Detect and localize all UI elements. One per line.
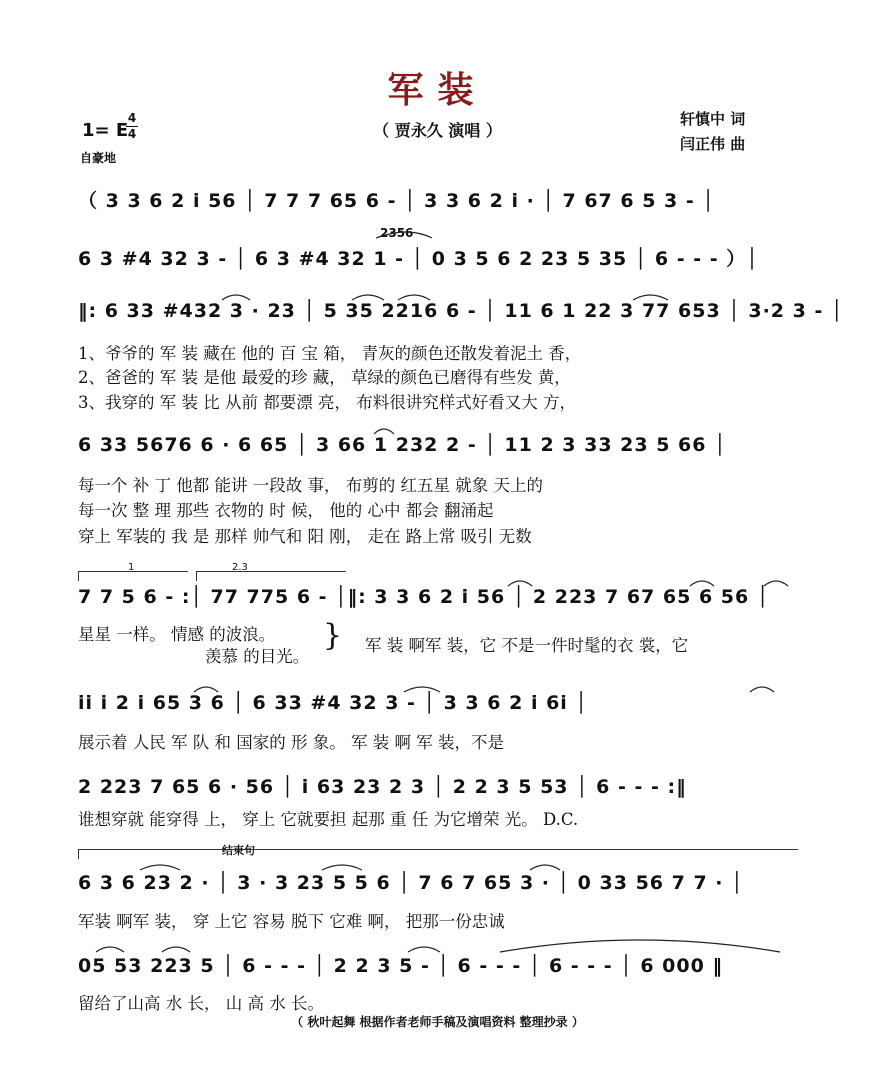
slur-arc [194, 687, 218, 692]
time-sig-top: 4 [127, 111, 137, 125]
slur-arc [374, 429, 394, 434]
slur-arc [162, 947, 190, 952]
slur-arc [500, 940, 780, 952]
lyric-line-4b: 每一次 整 理 那些 衣物的 时 候， 他的 心中 都会 翻涌起 [78, 501, 494, 520]
lyric-end-1: 军装 啊军 装， 穿 上它 容易 脱下 它难 啊， 把那一份忠诚 [78, 912, 505, 931]
slur-arc [408, 947, 440, 952]
slur-arc [140, 865, 180, 870]
slur-arc [764, 581, 788, 586]
lyric-chorus-1: 军 装 啊军 装，它 不是一件时髦的衣 裳，它 [365, 636, 689, 655]
lyric-chorus-3: 谁想穿就 能穿得 上， 穿上 它就要担 起那 重 任 为它增荣 光。 D.C. [78, 810, 579, 829]
music-line-5: 7 7 5 6 - :│ 77 775 6 - │‖: 3 3 6 2 i 56 │ 2 223 7 67 65 6 56 │ [78, 586, 770, 608]
slur-arc [322, 865, 362, 870]
composer-credit: 闫正伟 曲 [680, 135, 746, 153]
slur-arc [398, 295, 430, 300]
verse-2: 2、爸爸的 军 装 是他 最爱的珍 藏， 草绿的颜色已磨得有些发 黄， [78, 368, 571, 387]
slur-arc [222, 295, 250, 300]
lyric-line-5a: 星星 一样。 情感 的波浪。 [78, 625, 276, 644]
alternate-notes: 2356 [380, 226, 414, 240]
verse-3: 3、我穿的 军 装 比 从前 都要漂 亮， 布料很讲究样式好看又大 方， [78, 393, 576, 412]
slur-arc [633, 295, 668, 300]
lyricist-credit: 轩慎中 词 [680, 110, 746, 128]
music-line-4: 6 33 5676 6 · 6 65 │ 3 66 1 232 2 - │ 11 2 3 33 23 5 66 │ [78, 434, 727, 456]
music-line-3: ‖: 6 33 #432 3 · 23 │ 5 35 2216 6 - │ 11 6 1 22 3 77 653 │ 3·2 3 - │ [78, 300, 844, 322]
lyric-brace: } [323, 618, 343, 653]
song-title: 军装 [387, 69, 488, 111]
slur-arc [530, 865, 560, 870]
slur-arc [96, 947, 124, 952]
time-sig-bottom: 4 [127, 127, 137, 141]
transcriber-note: （ 秋叶起舞 根据作者老师手稿及演唱资料 整理抄录 ） [291, 1015, 584, 1029]
slur-arc [508, 581, 532, 586]
ending-2-label: 2.3 [232, 562, 248, 573]
music-line-2: 6 3 #4 32 3 - │ 6 3 #4 32 1 - │ 0 3 5 6 2 23 5 35 │ 6 - - - ）│ [78, 248, 759, 270]
music-line-1: （ 3 3 6 2 i 56 │ 7 7 7 65 6 - │ 3 3 6 2 i · │ 7 67 6 5 3 - │ [78, 190, 715, 212]
slur-arc [376, 232, 432, 238]
slur-arc [750, 687, 774, 692]
music-line-9: 05 53 223 5 │ 6 - - - │ 2 2 3 5 - │ 6 - - - │ 6 - - - │ 6 000 ‖ [78, 955, 723, 977]
key-signature: 1= E [82, 120, 129, 141]
music-line-6: ii i 2 i 65 3 6 │ 6 33 #4 32 3 - │ 3 3 6 2 i 6i │ [78, 692, 588, 714]
lyric-chorus-2: 展示着 人民 军 队 和 国家的 形 象。 军 装 啊 军 装，不是 [78, 733, 504, 752]
lyric-end-2: 留给了山高 水 长， 山 高 水 长。 [78, 994, 324, 1013]
slur-arc [404, 687, 440, 692]
end-phrase-label: 结束句 [222, 844, 255, 857]
music-line-7: 2 223 7 65 6 · 56 │ i 63 23 2 3 │ 2 2 3 5 53 │ 6 - - - :‖ [78, 776, 687, 798]
slur-arc [352, 295, 384, 300]
slur-arc [690, 581, 714, 586]
verse-1: 1、爷爷的 军 装 藏在 他的 百 宝 箱， 青灰的颜色还散发着泥土 香， [78, 344, 582, 363]
singer-credit: （ 贾永久 演唱 ） [373, 121, 502, 140]
lyric-line-4a: 每一个 补 丁 他都 能讲 一段故 事， 布剪的 红五星 就象 天上的 [78, 476, 543, 495]
lyric-line-5b: 羡慕 的目光。 [205, 647, 310, 666]
music-line-8: 6 3 6 23 2 · │ 3 · 3 23 5 5 6 │ 7 6 7 65 3 · │ 0 33 56 7 7 · │ [78, 872, 744, 894]
expression-mark: 自豪地 [80, 151, 117, 165]
ending-1-label: 1 [128, 562, 135, 573]
lyric-line-4c: 穿上 军装的 我 是 那样 帅气和 阳 刚， 走在 路上常 吸引 无数 [78, 527, 532, 546]
